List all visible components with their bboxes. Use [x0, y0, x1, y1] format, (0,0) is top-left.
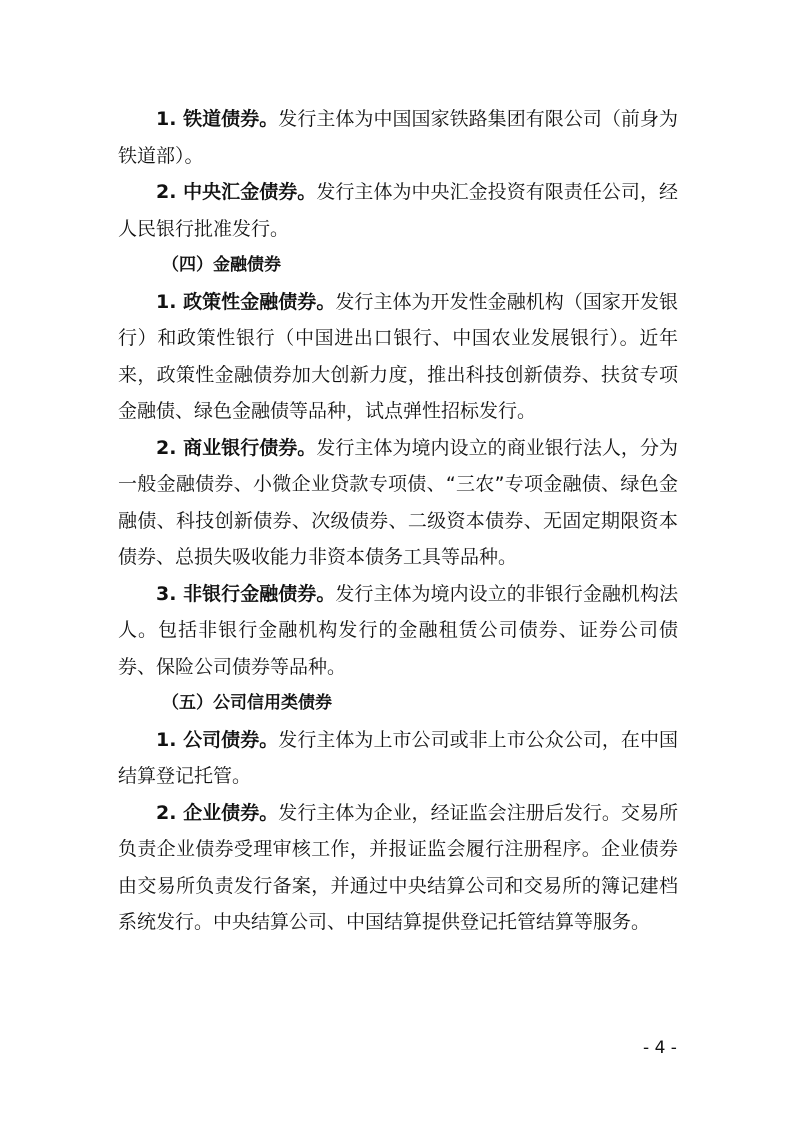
item-lead: 1. 铁道债券。 — [156, 108, 279, 130]
item-policy-financial-bonds — [118, 284, 678, 430]
item-lead: 1. 政策性金融债券。 — [156, 290, 336, 313]
item-company-bonds — [118, 722, 678, 795]
item-lead: 3. 非银行金融债券。 — [156, 582, 336, 605]
item-text: 发行主体为境内设立的非银行金融机构法人。包括非银行金融机构发行的金融租赁公司债券、证券公司债券、保险公司债券等品种。 — [118, 582, 678, 678]
item-lead: 1. 公司债券。 — [156, 728, 279, 751]
item-text: 发行主体为中国国家铁路集团有限公司（前身为铁道部）。 — [118, 108, 678, 167]
item-text: 发行主体为境内设立的商业银行法人，分为一般金融债券、小微企业贷款专项债、“三农”专项金融债、绿色金融债、科技创新债券、次级债券、二级资本债券、无固定期限资本债券、总损失吸收能力非资本债务工具等品种。 — [118, 436, 678, 568]
item-enterprise-bonds — [118, 795, 678, 941]
item-text: 发行主体为中央汇金投资有限责任公司，经人民银行批准发行。 — [118, 181, 678, 240]
item-railway-bonds — [118, 101, 678, 174]
item-commercial-bank-bonds — [118, 430, 678, 576]
item-text: 发行主体为上市公司或非上市公众公司，在中国结算登记托管。 — [118, 728, 678, 787]
item-non-bank-financial-bonds — [118, 576, 678, 686]
section-heading-financial-bonds: （四）金融债券 — [162, 255, 281, 275]
item-lead: 2. 中央汇金债券。 — [156, 181, 317, 203]
item-lead: 2. 企业债券。 — [156, 801, 279, 824]
page-number: - 4 - — [643, 1038, 677, 1058]
item-text: 发行主体为开发性金融机构（国家开发银行）和政策性银行（中国进出口银行、中国农业发展银行）。近年来，政策性金融债券加大创新力度，推出科技创新债券、扶贫专项金融债、绿色金融债等品种，试点弹性招标发行。 — [118, 290, 678, 422]
item-huijin-bonds — [118, 174, 678, 247]
item-text: 发行主体为企业，经证监会注册后发行。交易所负责企业债券受理审核工作，并报证监会履行注册程序。企业债券由交易所负责发行备案，并通过中央结算公司和交易所的簿记建档系统发行。中央结算公司、中国结算提供登记托管结算等服务。 — [118, 801, 678, 933]
document-body — [118, 101, 678, 941]
item-lead: 2. 商业银行债券。 — [156, 436, 317, 459]
section-heading-corporate-credit-bonds: （五）公司信用类债券 — [162, 693, 332, 713]
